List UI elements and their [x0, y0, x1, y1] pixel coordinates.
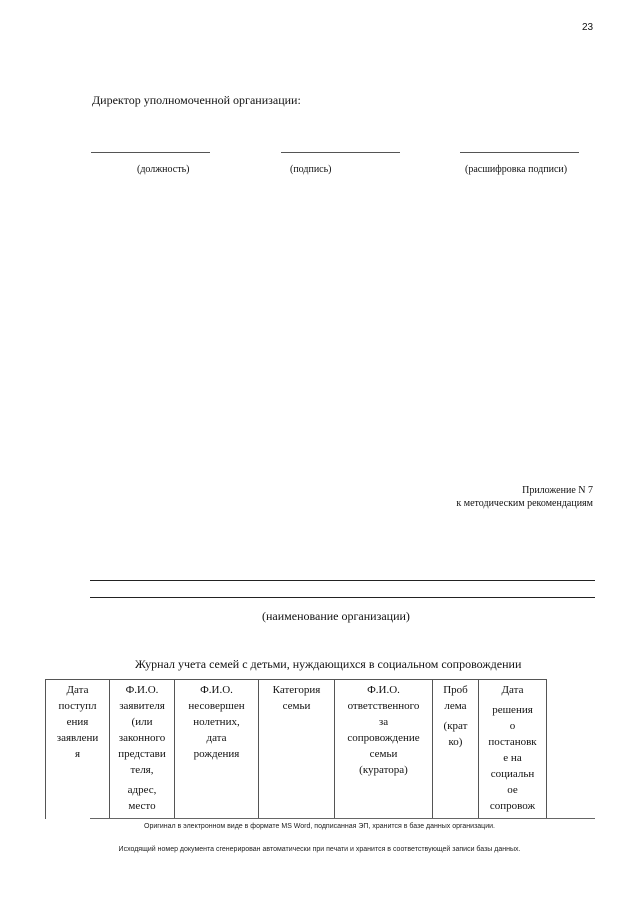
- journal-table: [45, 679, 547, 819]
- header-cell-category: Категория семьи: [259, 680, 335, 819]
- signature-line-position: [91, 152, 210, 153]
- appendix-note: [456, 484, 593, 510]
- signature-label-position: (должность): [137, 164, 190, 175]
- journal-title: Журнал учета семей с детьми, нуждающихся в социальном сопровождении: [135, 657, 522, 671]
- header-cell-date-received: Дата поступл ения заявлени я: [46, 680, 110, 819]
- header-cell-minors: Ф.И.О. несовершен нолетних, дата рождения: [175, 680, 259, 819]
- signature-line-sign: [281, 152, 400, 153]
- appendix-line-1: Приложение N 7: [522, 485, 593, 496]
- org-name-line-2: [90, 597, 595, 598]
- footer-note-original: Оригинал в электронном виде в формате MS Word, подписанная ЭП, хранится в базе данных организации.: [144, 823, 495, 830]
- signature-label-decoding: (расшифровка подписи): [465, 164, 568, 175]
- header-cell-curator: Ф.И.О. ответственного за сопровождение семьи (куратора): [335, 680, 433, 819]
- header-cell-applicant: Ф.И.О. заявителя (или законного представи теля, адрес, место: [110, 680, 175, 819]
- header-cell-decision-date: Дата решения о постановк е на социальн ое сопровож: [479, 680, 547, 819]
- appendix-line-2: к методическим рекомендациям: [456, 498, 593, 509]
- director-label: Директор уполномоченной организации:: [92, 93, 301, 107]
- org-name-line-1: [90, 580, 595, 581]
- footer-divider: [90, 818, 595, 819]
- header-cell-problem: Проб лема (крат ко): [433, 680, 479, 819]
- signature-line-decoding: [460, 152, 579, 153]
- page-number: 23: [582, 22, 594, 33]
- footer-note-number: Исходящий номер документа сгенерирован автоматически при печати и хранится в соответствующей записи базы данных.: [118, 846, 521, 853]
- table-header-row: [46, 680, 547, 819]
- signature-label-sign: (подпись): [290, 164, 332, 175]
- organization-caption: (наименование организации): [262, 609, 410, 623]
